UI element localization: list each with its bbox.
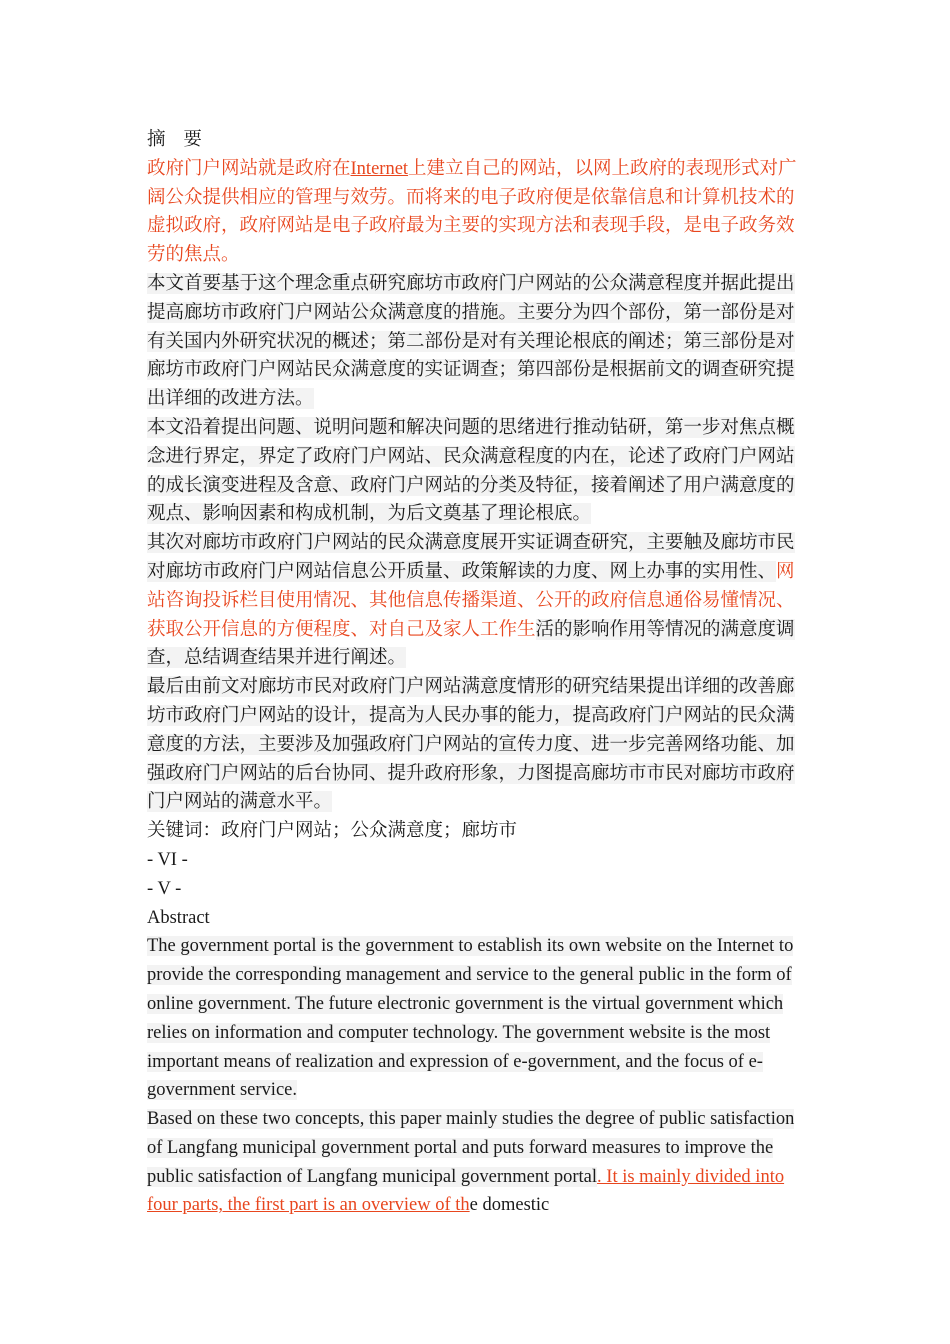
en-p1-text: The government portal is the government to establish its own website on the Internet to provide the corresponding management and service to the general public in the form of online government. The future electronic government is the virtual government which relies on information and computer technology. The government website is the most important means of realization and expression of e-government, and the focus of e-government service. bbox=[147, 936, 794, 1101]
cn-paragraph-5 bbox=[147, 673, 807, 817]
document-page bbox=[147, 126, 807, 1220]
cn-p4-text-a: 其次对廊坊市政府门户网站的民众满意度展开实证调查研究，主要触及廊坊市民对廊坊市政府门户网站信息公开质量、政策解读的力度、网上办事的实用性、 bbox=[147, 532, 795, 582]
en-p2-text-b: . It is mainly divided into four parts, the first part is an overview of th bbox=[147, 1166, 785, 1216]
en-paragraph-2 bbox=[147, 1105, 807, 1220]
cn-paragraph-2 bbox=[147, 270, 807, 414]
page-number-v: - V - bbox=[147, 878, 182, 899]
cn-abstract-heading: 摘 要 bbox=[147, 129, 208, 150]
cn-p1-text-c: 上建立自己的网站，以网上政府的表现形式对广阔公众提供相应的管理与效劳。而将来的电子政府便是依靠信息和计算机技术的虚拟政府，政府网站是电子政府最为主要的实现方法和表现手段，是电子政务效劳的焦点。 bbox=[147, 157, 797, 266]
cn-p4-text-c: 活的影响作用等情况的满意度调查，总结调查结果并进行阐述。 bbox=[147, 618, 795, 669]
cn-paragraph-3 bbox=[147, 414, 807, 529]
cn-p4-text-b: 网站咨询投诉栏目使用情况、其他信息传播渠道、公开的政府信息通俗易懂情况、获取公开信息的方便程度、对自己及家人工作生 bbox=[147, 560, 795, 640]
en-p2-text-a: Based on these two concepts, this paper mainly studies the degree of public satisfaction of Langfang municipal government portal and puts forward measures to improve the public satisfaction of Langfang municipal government portal bbox=[147, 1109, 795, 1187]
page-number-vi: - VI - bbox=[147, 849, 188, 870]
cn-p1-text-internet: Internet bbox=[350, 158, 409, 179]
cn-p1-text-a: 政府门户网站就是政府在 bbox=[147, 157, 351, 179]
cn-p5-text: 最后由前文对廊坊市民对政府门户网站满意度情形的研究结果提出详细的改善廊坊市政府门户网站的设计，提高为人民办事的能力，提高政府门户网站的民众满意度的方法，主要涉及加强政府门户网站的宣传力度、进一步完善网络功能、加强政府门户网站的后台协同、提升政府形象，力图提高廊坊市市民对廊坊市政府门户网站的满意水平。 bbox=[147, 676, 795, 813]
en-abstract-heading: Abstract bbox=[147, 907, 210, 928]
en-p2-text-c: e domestic bbox=[469, 1195, 550, 1216]
cn-p2-text: 本文首要基于这个理念重点研究廊坊市政府门户网站的公众满意程度并据此提出提高廊坊市政府门户网站公众满意度的措施。主要分为四个部份，第一部份是对有关国内外研究状况的概述；第二部份是对有关理论根底的阐述；第三部份是对廊坊市政府门户网站民众满意度的实证调查；第四部份是根据前文的调查研究提出详细的改进方法。 bbox=[147, 272, 795, 410]
cn-paragraph-4 bbox=[147, 529, 807, 673]
cn-p3-text: 本文沿着提出问题、说明问题和解决问题的思绪进行推动钻研，第一步对焦点概念进行界定，界定了政府门户网站、民众满意程度的内在，论述了政府门户网站的成长演变进程及含意、政府门户网站的分类及特征，接着阐述了用户满意度的观点、影响因素和构成机制，为后文奠基了理论根底。 bbox=[147, 416, 795, 525]
en-paragraph-1 bbox=[147, 932, 807, 1105]
cn-paragraph-1 bbox=[147, 155, 807, 270]
cn-keywords: 关键词：政府门户网站；公众满意度；廊坊市 bbox=[147, 820, 518, 842]
